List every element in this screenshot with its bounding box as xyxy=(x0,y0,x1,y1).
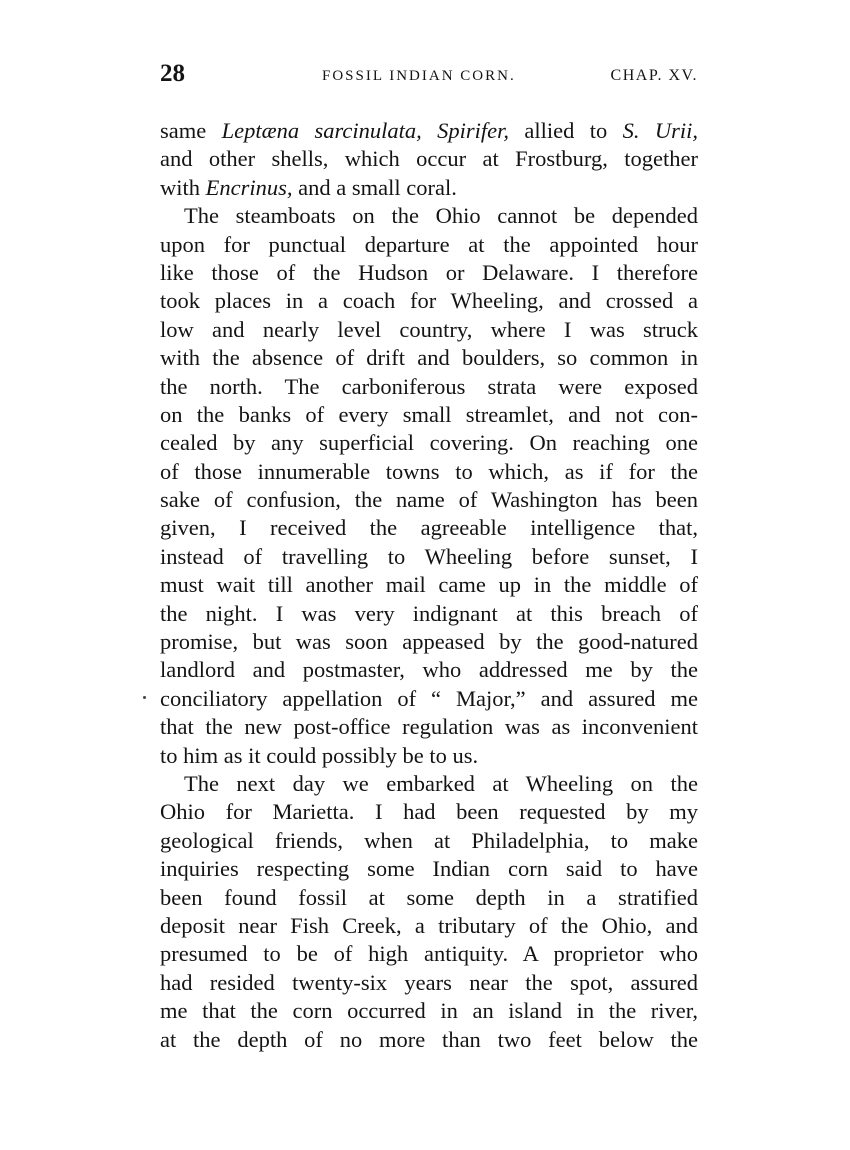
text-run: me that the corn occurred in an island in the river, xyxy=(160,998,698,1024)
text-line xyxy=(160,571,698,599)
text-line xyxy=(160,344,698,372)
text-run: upon for punctual departure at the appointed hour xyxy=(160,231,698,257)
text-run: same xyxy=(160,118,222,143)
body-text xyxy=(160,117,698,1054)
text-line xyxy=(160,543,698,571)
text-run: sake of confusion, the name of Washington has been xyxy=(160,487,698,513)
text-run: presumed to be of high antiquity. A proprietor who xyxy=(160,941,698,967)
text-line xyxy=(160,685,698,713)
italic-text: S. Urii, xyxy=(622,118,698,143)
chapter-reference: CHAP. XV. xyxy=(610,67,698,84)
page-number: 28 xyxy=(160,60,185,87)
text-line xyxy=(160,231,698,259)
text-run: that the new post-office regulation was as inconvenient xyxy=(160,714,698,740)
text-run: on the banks of every small streamlet, and not con- xyxy=(160,401,698,427)
text-line xyxy=(160,117,698,145)
text-run: with the absence of drift and boulders, so common in xyxy=(160,345,698,371)
text-line xyxy=(160,855,698,883)
text-run: to him as it could possibly be to us. xyxy=(160,742,479,768)
text-run: The next day we embarked at Wheeling on the xyxy=(184,770,698,796)
text-line xyxy=(160,827,698,855)
text-line xyxy=(160,174,698,202)
text-run: instead of travelling to Wheeling before sunset, I xyxy=(160,543,698,569)
text-run: the night. I was very indignant at this breach of xyxy=(160,600,698,626)
text-line xyxy=(160,798,698,826)
text-run: and other shells, which occur at Frostburg, together xyxy=(160,146,698,172)
text-line xyxy=(160,1026,698,1054)
text-line xyxy=(160,628,698,656)
text-run: conciliatory appellation of “ Major,” and assured me xyxy=(160,685,698,711)
text-run: landlord and postmaster, who addressed me by the xyxy=(160,657,698,683)
text-line xyxy=(160,656,698,684)
text-line xyxy=(160,429,698,457)
italic-text: Leptæna sarcinulata, xyxy=(221,118,422,143)
italic-text: Encrinus, xyxy=(205,174,293,200)
text-line xyxy=(160,458,698,486)
text-line xyxy=(160,969,698,997)
margin-mark xyxy=(143,696,146,699)
text-run: been found fossil at some depth in a stratified xyxy=(160,884,698,910)
text-line xyxy=(160,316,698,344)
text-run: inquiries respecting some Indian corn said to have xyxy=(160,856,698,882)
text-line xyxy=(160,713,698,741)
text-line xyxy=(160,259,698,287)
text-run: must wait till another mail came up in the middle of xyxy=(160,572,698,598)
italic-text: Spirifer, xyxy=(437,118,510,143)
text-line xyxy=(160,202,698,230)
running-title: FOSSIL INDIAN CORN. xyxy=(322,68,516,84)
text-run: had resided twenty-six years near the spot, assured xyxy=(160,969,698,995)
text-line xyxy=(160,770,698,798)
text-run: low and nearly level country, where I was struck xyxy=(160,316,698,342)
text-line xyxy=(160,514,698,542)
text-run: cealed by any superficial covering. On reaching one xyxy=(160,430,698,456)
text-run: geological friends, when at Philadelphia, to make xyxy=(160,827,698,853)
text-run: and a small coral. xyxy=(292,174,457,200)
text-line xyxy=(160,486,698,514)
text-line xyxy=(160,600,698,628)
text-line xyxy=(160,401,698,429)
text-run: at the depth of no more than two feet below the xyxy=(160,1026,698,1052)
text-run xyxy=(422,118,437,143)
text-line xyxy=(160,373,698,401)
text-run: of those innumerable towns to which, as if for the xyxy=(160,458,698,484)
text-line xyxy=(160,287,698,315)
running-head xyxy=(160,62,698,90)
text-run: The steamboats on the Ohio cannot be depended xyxy=(184,203,698,229)
text-run: took places in a coach for Wheeling, and crossed a xyxy=(160,288,698,314)
text-run: the north. The carboniferous strata were exposed xyxy=(160,373,698,399)
text-run: allied to xyxy=(509,118,623,143)
text-run: Ohio for Marietta. I had been requested by my xyxy=(160,799,698,825)
text-line xyxy=(160,884,698,912)
text-line xyxy=(160,145,698,173)
text-run: given, I received the agreeable intelligence that, xyxy=(160,515,698,541)
text-run: like those of the Hudson or Delaware. I therefore xyxy=(160,259,698,285)
text-line xyxy=(160,742,698,770)
text-line xyxy=(160,912,698,940)
text-line xyxy=(160,940,698,968)
text-run: promise, but was soon appeased by the good-natured xyxy=(160,629,698,655)
text-run: with xyxy=(160,174,206,200)
text-line xyxy=(160,997,698,1025)
text-run: deposit near Fish Creek, a tributary of the Ohio, and xyxy=(160,912,698,938)
